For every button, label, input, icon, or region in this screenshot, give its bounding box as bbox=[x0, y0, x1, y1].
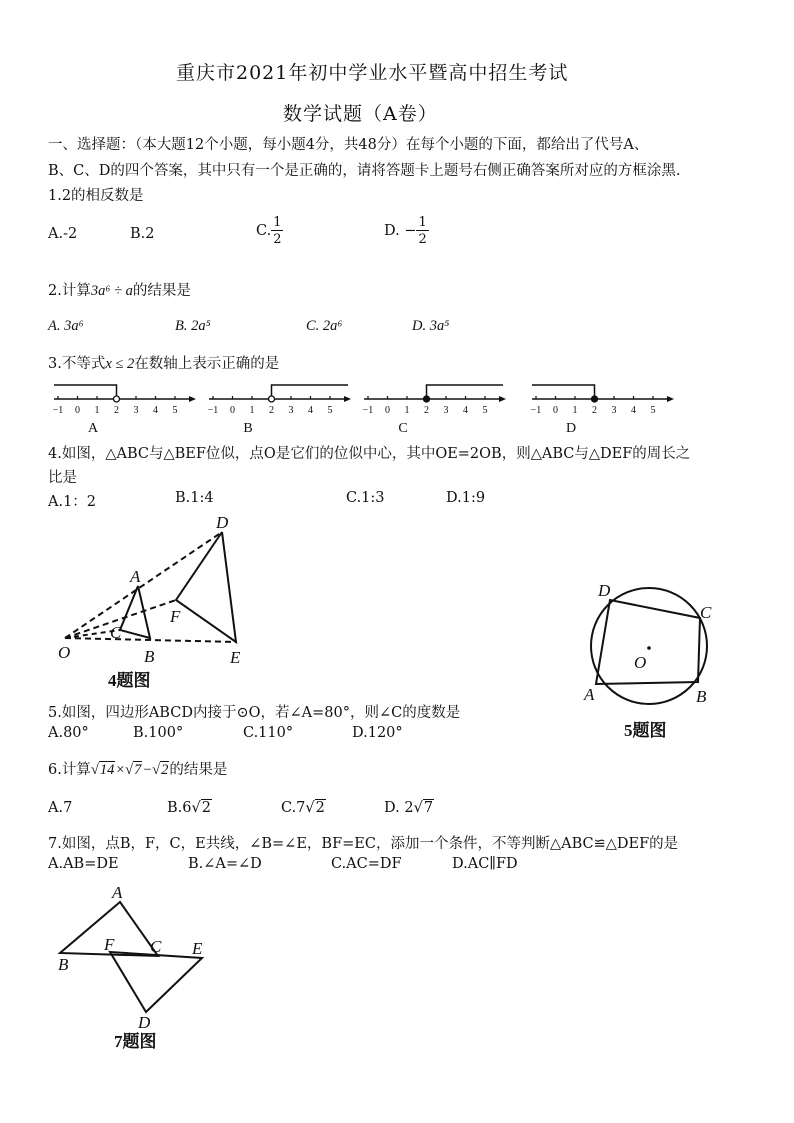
q3-stem-suffix: 在数轴上表示正确的是 bbox=[134, 356, 280, 372]
section-instruction-line2: B、C、D的四个答案，其中只有一个是正确的，请将答题卡上题号右侧正确答案所对应的方框涂黑. bbox=[48, 163, 681, 179]
q3-endpoint bbox=[592, 396, 598, 402]
q5-point-b: B bbox=[696, 687, 707, 706]
q3-stem bbox=[48, 352, 279, 373]
q2-stem bbox=[48, 279, 191, 300]
q3-number-line-c bbox=[363, 385, 506, 436]
q6-radicand-1: 14 bbox=[99, 762, 115, 778]
q3-tick-label: 2 bbox=[424, 405, 429, 416]
q3-tick-label: 3 bbox=[443, 405, 449, 416]
q1-option-a: A.-2 bbox=[48, 226, 78, 242]
q4-point-c: C bbox=[110, 623, 122, 642]
page-subtitle: 数学试题（A卷） bbox=[283, 103, 438, 125]
q1-option-c-fraction bbox=[271, 216, 283, 246]
q3-tick-label: 2 bbox=[592, 405, 597, 416]
q1-option-c bbox=[256, 216, 283, 246]
q1-option-c-prefix: C. bbox=[256, 223, 272, 239]
q7-point-b: B bbox=[58, 955, 69, 974]
q3-tick-label: 5 bbox=[650, 405, 656, 416]
q4-point-e: E bbox=[230, 648, 241, 667]
q1-option-d-prefix: D. − bbox=[384, 223, 417, 239]
q3-tick-label: 3 bbox=[133, 405, 139, 416]
q3-tick-label: 0 bbox=[385, 405, 390, 416]
q6-option-c: C.7√2 bbox=[281, 800, 325, 816]
q6-d-prefix: D. 2 bbox=[384, 800, 414, 816]
q4-option-c: C.1:3 bbox=[346, 490, 385, 506]
q6-option-a: A.7 bbox=[48, 800, 73, 816]
q3-tick-label: −1 bbox=[362, 405, 374, 416]
q1-d-denominator: 2 bbox=[418, 232, 427, 247]
q4-point-a: A bbox=[130, 567, 141, 586]
q1-option-d-fraction bbox=[416, 216, 428, 246]
q5-figure bbox=[580, 578, 730, 748]
q3-tick-label: 0 bbox=[230, 405, 235, 416]
q3-option-label: B bbox=[243, 421, 253, 436]
q3-number-line-d bbox=[531, 385, 674, 436]
q1-c-numerator: 1 bbox=[273, 215, 282, 230]
q3-tick-label: 1 bbox=[94, 405, 100, 416]
q3-tick-label: 5 bbox=[172, 405, 178, 416]
q6-stem bbox=[48, 758, 227, 779]
q6-radicand-2: 7 bbox=[134, 762, 142, 778]
q3-tick-label: −1 bbox=[52, 405, 64, 416]
q6-d-radicand: 7 bbox=[423, 800, 434, 816]
q6-minus: − bbox=[142, 762, 153, 778]
q1-option-d bbox=[384, 216, 429, 246]
q3-number-line-b bbox=[208, 385, 351, 436]
q3-tick-label: 1 bbox=[249, 405, 255, 416]
q6-b-radicand: 2 bbox=[201, 800, 211, 816]
q2-stem-expression: 3a⁶ ÷ a bbox=[90, 283, 133, 299]
q2-option-b: B. 2a⁵ bbox=[175, 318, 211, 334]
q4-point-b: B bbox=[144, 647, 155, 666]
q5-stem: 5.如图，四边形ABCD内接于⊙O，若∠A=80°，则∠C的度数是 bbox=[48, 705, 461, 721]
q3-tick-label: 2 bbox=[269, 405, 274, 416]
q1-d-numerator: 1 bbox=[418, 215, 427, 230]
q3-number-lines bbox=[0, 372, 794, 442]
q3-tick-label: 4 bbox=[463, 405, 468, 416]
q7-point-f: F bbox=[104, 935, 115, 954]
q3-tick-label: 5 bbox=[327, 405, 333, 416]
q5-caption: 5题图 bbox=[624, 721, 667, 740]
q7-option-c: C.AC=DF bbox=[331, 856, 402, 872]
q7-point-a: A bbox=[112, 883, 123, 902]
q1-c-denominator: 2 bbox=[273, 232, 282, 247]
q4-stem-line2: 比是 bbox=[48, 470, 77, 486]
q7-stem: 7.如图，点B，F，C，E共线，∠B=∠E，BF=EC，添加一个条件，不等判断△ABC≌△DEF的是 bbox=[48, 836, 679, 852]
q5-point-a: A bbox=[584, 685, 595, 704]
q6-c-radicand: 2 bbox=[315, 800, 325, 816]
q7-point-d: D bbox=[138, 1013, 151, 1032]
q3-solution-ray bbox=[427, 385, 504, 399]
q7-point-c: C bbox=[150, 937, 162, 956]
q2-stem-prefix: 2.计算 bbox=[48, 283, 91, 299]
q7-option-d: D.AC∥FD bbox=[452, 856, 518, 872]
q1-option-b: B.2 bbox=[130, 226, 155, 242]
q4-stem-line1: 4.如图，△ABC与△BEF位似，点O是它们的位似中心，其中OE=2OB，则△ABC与△DEF的周长之 bbox=[48, 446, 691, 462]
q5-option-d: D.120° bbox=[352, 725, 403, 741]
q6-times: × bbox=[115, 762, 126, 778]
q3-tick-label: 3 bbox=[288, 405, 294, 416]
q3-tick-label: −1 bbox=[207, 405, 219, 416]
q2-option-a: A. 3a⁶ bbox=[48, 318, 84, 334]
q3-stem-expression: x ≤ 2 bbox=[105, 356, 135, 372]
q5-point-d: D bbox=[598, 581, 611, 600]
q6-radicand-3: 2 bbox=[161, 762, 169, 778]
q4-figure bbox=[40, 510, 280, 695]
q6-b-prefix: B.6 bbox=[167, 800, 192, 816]
q3-tick-label: 4 bbox=[631, 405, 636, 416]
q4-point-o: O bbox=[58, 643, 71, 662]
section-instruction-line1: 一、选择题：（本大题12个小题，每小题4分，共48分）在每个小题的下面，都给出了代号A、 bbox=[48, 137, 649, 153]
q5-point-c: C bbox=[700, 603, 712, 622]
q3-tick-label: 1 bbox=[572, 405, 578, 416]
q7-caption: 7题图 bbox=[114, 1032, 157, 1051]
q7-figure bbox=[50, 880, 230, 1055]
q1-stem: 1.2的相反数是 bbox=[48, 188, 144, 204]
q5-option-a: A.80° bbox=[48, 725, 89, 741]
q5-option-c: C.110° bbox=[243, 725, 294, 741]
q5-point-o: O bbox=[634, 653, 647, 672]
q3-tick-label: 4 bbox=[153, 405, 158, 416]
q2-option-d: D. 3a⁵ bbox=[412, 318, 450, 334]
q3-tick-label: 2 bbox=[114, 405, 119, 416]
q3-endpoint bbox=[114, 396, 120, 402]
q6-expression: √14×√7−√2 bbox=[90, 762, 169, 778]
q3-tick-label: −1 bbox=[530, 405, 542, 416]
q3-tick-label: 1 bbox=[404, 405, 410, 416]
q4-option-a: A.1：2 bbox=[48, 494, 97, 510]
q3-solution-ray bbox=[54, 385, 117, 399]
q6-option-b: B.6√2 bbox=[167, 800, 211, 816]
q3-solution-ray bbox=[272, 385, 349, 399]
q4-caption: 4题图 bbox=[108, 671, 151, 690]
q5-option-b: B.100° bbox=[133, 725, 184, 741]
q6-c-prefix: C.7 bbox=[281, 800, 306, 816]
q7-point-e: E bbox=[192, 939, 203, 958]
q3-stem-prefix: 3.不等式 bbox=[48, 356, 106, 372]
q3-option-label: D bbox=[566, 421, 577, 436]
q3-solution-ray bbox=[532, 385, 595, 399]
q3-tick-label: 4 bbox=[308, 405, 313, 416]
q3-option-label: A bbox=[88, 421, 99, 436]
q3-tick-label: 0 bbox=[553, 405, 558, 416]
q7-option-b: B.∠A=∠D bbox=[188, 856, 262, 872]
q3-tick-label: 3 bbox=[611, 405, 617, 416]
q3-endpoint bbox=[269, 396, 275, 402]
q6-option-d: D. 2√7 bbox=[384, 800, 434, 816]
q3-option-label: C bbox=[398, 421, 408, 436]
q3-tick-label: 0 bbox=[75, 405, 80, 416]
q4-point-f: F bbox=[170, 607, 181, 626]
q4-point-d: D bbox=[216, 513, 229, 532]
q6-stem-prefix: 6.计算 bbox=[48, 762, 91, 778]
q3-tick-label: 5 bbox=[482, 405, 488, 416]
q4-option-b: B.1:4 bbox=[175, 490, 214, 506]
q2-option-c: C. 2a⁶ bbox=[306, 318, 343, 334]
q2-stem-suffix: 的结果是 bbox=[132, 283, 191, 299]
q4-option-d: D.1:9 bbox=[446, 490, 486, 506]
q3-number-line-a bbox=[53, 385, 196, 436]
q3-endpoint bbox=[424, 396, 430, 402]
q7-option-a: A.AB=DE bbox=[48, 856, 119, 872]
page-title: 重庆市2021年初中学业水平暨高中招生考试 bbox=[176, 62, 569, 84]
q6-stem-suffix: 的结果是 bbox=[169, 762, 228, 778]
